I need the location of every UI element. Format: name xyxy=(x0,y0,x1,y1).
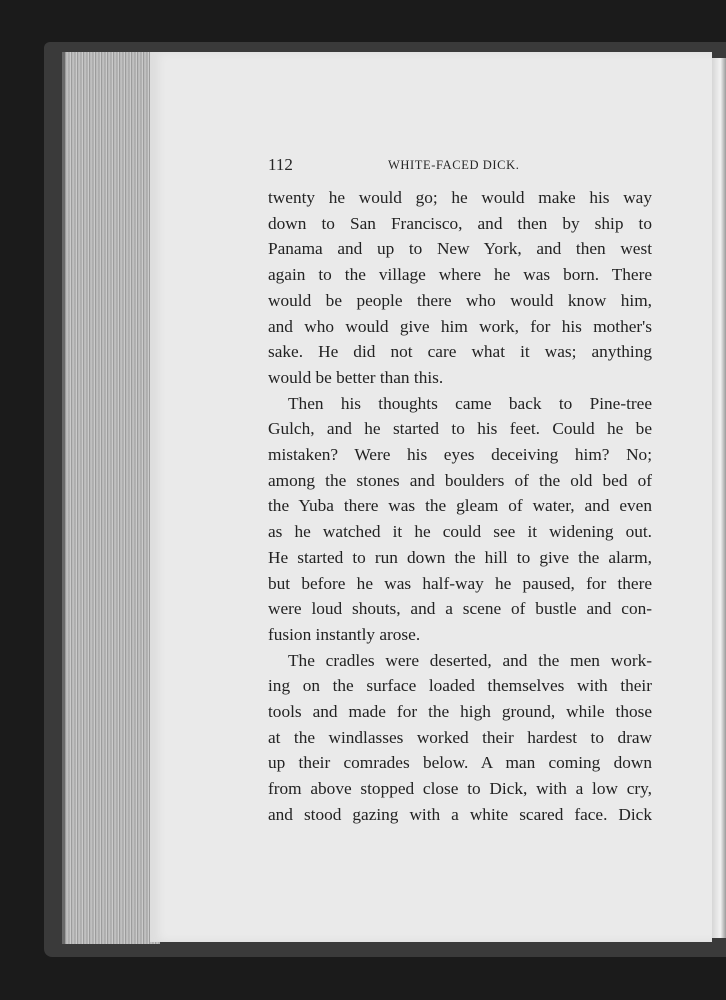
page-edges xyxy=(62,52,160,944)
text-line: from above stopped close to Dick, with a low cry, xyxy=(268,779,652,799)
running-head: WHITE-FACED DICK. xyxy=(388,158,520,172)
text-line: again to the village where he was born. There xyxy=(268,265,652,285)
body-text xyxy=(268,185,652,828)
text-line: and stood gazing with a white scared face. Dick xyxy=(268,804,652,824)
text-line: the Yuba there was the gleam of water, and even xyxy=(268,496,652,516)
text-line: up their comrades below. A man coming down xyxy=(268,753,652,773)
text-line: Then his thoughts came back to Pine-tree xyxy=(288,393,652,413)
text-line: as he watched it he could see it widening out. xyxy=(268,522,652,542)
text-line: Panama and up to New York, and then west xyxy=(268,239,652,259)
text-line: down to San Francisco, and then by ship to xyxy=(268,213,652,233)
page-number: 112 xyxy=(268,155,293,174)
text-line: would be better than this. xyxy=(268,367,444,387)
text-line: at the windlasses worked their hardest to draw xyxy=(268,727,652,747)
text-line: The cradles were deserted, and the men work- xyxy=(288,650,652,670)
text-line: were loud shouts, and a scene of bustle and con- xyxy=(268,599,652,619)
text-line: tools and made for the high ground, while those xyxy=(268,702,652,722)
page-header xyxy=(268,155,652,179)
text-line: twenty he would go; he would make his way xyxy=(268,188,652,207)
text-line: but before he was half-way he paused, for there xyxy=(268,573,652,593)
page-curl-edge xyxy=(712,58,726,938)
text-line: and who would give him work, for his mother's xyxy=(268,316,652,336)
text-line: would be people there who would know him, xyxy=(268,290,652,310)
text-line: sake. He did not care what it was; anything xyxy=(268,342,652,362)
text-line: ing on the surface loaded themselves with their xyxy=(268,676,652,696)
text-line: among the stones and boulders of the old bed of xyxy=(268,470,652,490)
text-line: Gulch, and he started to his feet. Could he be xyxy=(268,419,652,439)
text-line: He started to run down the hill to give the alarm, xyxy=(268,547,652,567)
text-line: mistaken? Were his eyes deceiving him? No; xyxy=(268,445,652,465)
text-line: fusion instantly arose. xyxy=(268,624,421,644)
